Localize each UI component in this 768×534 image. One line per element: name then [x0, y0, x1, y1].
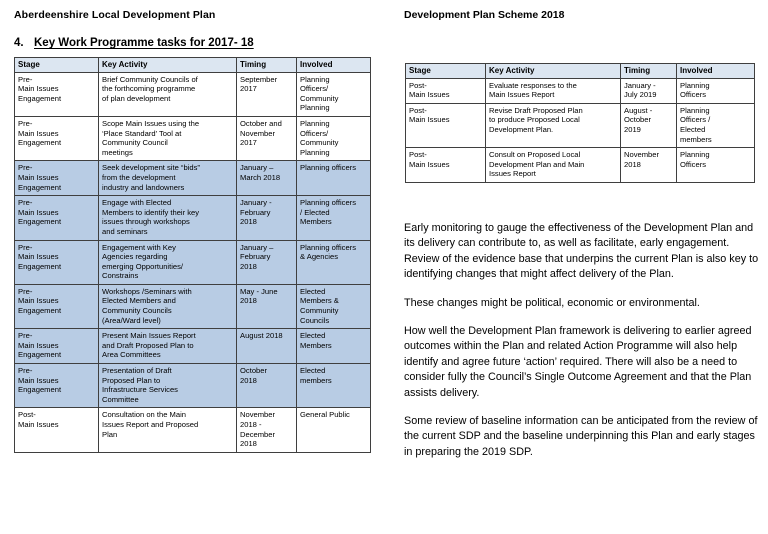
cell-stage — [15, 196, 99, 240]
table-row — [15, 161, 371, 196]
narrative-text-block — [404, 221, 760, 460]
cell-involved-line: Community — [300, 138, 339, 148]
cell-involved — [297, 284, 371, 328]
table-row — [15, 408, 371, 452]
cell-involved-line: Elected — [680, 124, 706, 134]
cell-stage-line: Post- — [409, 80, 427, 90]
cell-involved-line: / Elected — [300, 207, 330, 217]
cell-involved-line: General Public — [300, 410, 350, 420]
cell-key-activity — [486, 103, 621, 147]
cell-involved-line: Planning officers — [300, 198, 357, 208]
cell-key-activity-line: issues through workshops — [102, 217, 190, 227]
cell-involved-line: Members — [300, 340, 332, 350]
cell-involved-line: Officers — [680, 159, 707, 169]
cell-involved-line: members — [680, 134, 712, 144]
cell-key-activity-line: Present Main Issues Report — [102, 331, 196, 341]
cell-involved — [297, 72, 371, 116]
cell-stage — [15, 240, 99, 284]
narrative-paragraph-3: How well the Development Plan framework is delivering to earlier agreed outcomes within the Plan and related Action Programme will also help identify and agree future ‘action’ required. There will also be a need to consider fully the Council’s Single Outcome Agreement and that the Plan assists delivery. — [404, 324, 752, 399]
cell-timing-line: October and — [240, 118, 282, 128]
cell-key-activity-line: Issues Report and Proposed — [102, 420, 199, 429]
cell-timing-line: March 2018 — [240, 172, 281, 182]
cell-involved — [297, 196, 371, 240]
cell-timing — [621, 103, 677, 147]
cell-stage-line: Main Issues — [18, 375, 59, 385]
cell-key-activity-line: Main Issues Report — [489, 90, 555, 100]
right-table-body — [406, 78, 755, 182]
table-row — [15, 329, 371, 364]
cell-stage-line: Engagement — [18, 306, 62, 316]
cell-timing-line: September — [240, 74, 278, 84]
cell-timing-line: 2018 — [240, 439, 257, 449]
cell-timing-line: November — [624, 150, 660, 160]
cell-involved — [297, 161, 371, 196]
right-document-title: Development Plan Scheme 2018 — [404, 9, 565, 21]
cell-stage-line: Engagement — [18, 385, 62, 395]
cell-involved — [297, 408, 371, 452]
cell-involved-line: Planning — [300, 103, 330, 113]
table-header-row — [15, 58, 371, 73]
cell-timing-line: August 2018 — [240, 331, 283, 341]
cell-timing — [237, 240, 297, 284]
cell-stage-line: Main Issues — [18, 128, 59, 138]
cell-timing-line: February — [240, 207, 271, 217]
section-number: 4. — [14, 37, 24, 49]
cell-key-activity-line: Committee — [102, 394, 139, 404]
cell-involved — [677, 78, 755, 103]
cell-stage-line: Pre- — [18, 366, 33, 376]
cell-stage — [15, 161, 99, 196]
cell-timing-line: 2018 — [240, 296, 257, 306]
cell-key-activity-line: Scope Main Issues using the — [102, 118, 200, 128]
cell-timing-line: August - — [624, 105, 653, 115]
cell-timing-line: December — [240, 429, 276, 439]
cell-stage-line: Post- — [18, 410, 36, 420]
cell-involved-line: Officers/ — [300, 84, 329, 94]
cell-key-activity — [99, 72, 237, 116]
table-row — [15, 196, 371, 240]
table-header-row — [406, 64, 755, 79]
narrative-paragraph-1: Early monitoring to gauge the effectiveness of the Development Plan and its delivery can contribute to, as well as facilitate, early engagement. Review of the evidence base that underpins the current Plan is also key to identifying changes that might affect delivery of the Plan. — [404, 221, 759, 281]
cell-key-activity-line: industry and landowners — [102, 182, 185, 192]
cell-key-activity-line: and seminars — [102, 226, 148, 236]
cell-timing-line: November — [240, 410, 276, 420]
cell-stage-line: Main Issues — [18, 296, 59, 306]
cell-stage-line: Main Issues — [18, 172, 59, 182]
cell-stage — [406, 103, 486, 147]
cell-timing-line: 2018 — [240, 261, 257, 271]
table-row — [406, 78, 755, 103]
cell-involved-line: Community — [300, 306, 339, 316]
cell-key-activity-line: Community Councils — [102, 306, 172, 316]
cell-timing-line: November — [240, 128, 276, 138]
cell-timing-line: January – — [240, 242, 274, 252]
table-row — [15, 72, 371, 116]
narrative-paragraph-2: These changes might be political, economic or environmental. — [404, 296, 700, 309]
cell-key-activity-line: Revise Draft Proposed Plan — [489, 105, 583, 115]
column-header-stage: Stage — [406, 64, 486, 79]
key-work-programme-table — [14, 57, 371, 453]
cell-stage-line: Pre- — [18, 118, 33, 128]
cell-timing-line: January - — [240, 198, 272, 208]
cell-timing-line: 2019 — [624, 124, 641, 134]
cell-key-activity-line: ‘Place Standard’ Tool at — [102, 128, 182, 138]
cell-key-activity-line: Community Council — [102, 138, 168, 148]
cell-key-activity-line: Plan — [102, 429, 118, 439]
cell-stage-line: Pre- — [18, 286, 33, 296]
cell-timing-line: October — [624, 115, 652, 125]
cell-key-activity-line: Brief Community Councils of — [102, 74, 198, 84]
cell-timing-line: 2018 — [624, 159, 641, 169]
cell-timing-line: 2018 — [240, 217, 257, 227]
cell-stage — [15, 364, 99, 408]
cell-timing — [237, 72, 297, 116]
cell-timing — [621, 78, 677, 103]
cell-stage-line: Pre- — [18, 198, 33, 208]
column-header-activity: Key Activity — [99, 58, 237, 73]
cell-involved — [677, 148, 755, 183]
cell-involved — [297, 364, 371, 408]
cell-key-activity-line: Presentation of Draft — [102, 366, 172, 376]
cell-stage-line: Engagement — [18, 93, 62, 103]
section-heading — [14, 37, 370, 49]
cell-stage-line: Pre- — [18, 74, 33, 84]
cell-timing-line: July 2019 — [624, 90, 657, 100]
cell-key-activity-line: from the development — [102, 172, 176, 182]
cell-involved-line: Members — [300, 217, 332, 227]
table-row — [406, 103, 755, 147]
cell-key-activity-line: Constrains — [102, 271, 139, 281]
cell-key-activity — [99, 196, 237, 240]
cell-involved-line: Councils — [300, 315, 330, 325]
cell-involved-line: Planning — [300, 118, 330, 128]
cell-involved-line: Officers/ — [300, 128, 329, 138]
cell-key-activity-line: to produce Proposed Local — [489, 115, 580, 125]
cell-timing — [237, 364, 297, 408]
cell-stage-line: Main Issues — [409, 90, 450, 100]
cell-involved — [297, 240, 371, 284]
cell-key-activity — [99, 240, 237, 284]
cell-key-activity — [99, 284, 237, 328]
cell-involved — [297, 116, 371, 160]
table-row — [15, 116, 371, 160]
cell-timing-line: January - — [624, 80, 656, 90]
cell-key-activity-line: of plan development — [102, 93, 171, 103]
table-row — [406, 148, 755, 183]
cell-key-activity-line: Engage with Elected — [102, 198, 172, 208]
cell-involved-line: Planning — [300, 74, 330, 84]
cell-stage-line: Main Issues — [18, 340, 59, 350]
cell-stage-line: Engagement — [18, 182, 62, 192]
cell-stage-line: Engagement — [18, 217, 62, 227]
cell-involved-line: Officers / — [680, 115, 711, 125]
cell-key-activity-line: emerging Opportunities/ — [102, 261, 184, 271]
cell-involved-line: Officers — [680, 90, 707, 100]
cell-stage-line: Main Issues — [409, 115, 450, 125]
cell-stage — [406, 148, 486, 183]
table-row — [15, 240, 371, 284]
cell-key-activity-line: Elected Members and — [102, 296, 176, 306]
cell-stage-line: Engagement — [18, 350, 62, 360]
table-row — [15, 364, 371, 408]
cell-stage-line: Post- — [409, 150, 427, 160]
cell-key-activity-line: meetings — [102, 147, 133, 157]
cell-timing-line: 2017 — [240, 84, 257, 94]
cell-involved-line: Planning — [680, 150, 710, 160]
cell-stage — [15, 329, 99, 364]
cell-key-activity-line: Development Plan and Main — [489, 159, 585, 169]
column-header-activity: Key Activity — [486, 64, 621, 79]
development-plan-scheme-table — [405, 63, 755, 183]
cell-timing-line: 2018 — [240, 375, 257, 385]
cell-timing — [237, 284, 297, 328]
cell-stage-line: Pre- — [18, 242, 33, 252]
cell-timing-line: 2017 — [240, 138, 257, 148]
cell-timing-line: February — [240, 252, 271, 262]
cell-key-activity-line: Agencies regarding — [102, 252, 168, 262]
cell-involved-line: Community — [300, 93, 339, 103]
cell-stage — [15, 116, 99, 160]
cell-involved-line: Elected — [300, 331, 326, 341]
cell-key-activity — [99, 408, 237, 452]
cell-involved-line: Planning officers — [300, 163, 357, 173]
cell-key-activity-line: Development Plan. — [489, 124, 554, 134]
column-header-timing: Timing — [621, 64, 677, 79]
cell-stage-line: Main Issues — [18, 252, 59, 262]
right-column — [404, 0, 760, 460]
cell-key-activity-line: Area Committees — [102, 350, 161, 360]
cell-key-activity — [99, 116, 237, 160]
cell-timing — [621, 148, 677, 183]
cell-key-activity-line: Engagement with Key — [102, 242, 176, 252]
cell-key-activity-line: and Draft Proposed Plan to — [102, 340, 194, 350]
cell-timing — [237, 161, 297, 196]
cell-timing — [237, 329, 297, 364]
cell-stage-line: Pre- — [18, 163, 33, 173]
cell-stage-line: Main Issues — [18, 84, 59, 94]
cell-stage — [406, 78, 486, 103]
left-table-body — [15, 72, 371, 452]
cell-key-activity-line: Proposed Plan to — [102, 375, 161, 385]
cell-key-activity-line: Seek development site “bids” — [102, 163, 200, 173]
cell-stage-line: Engagement — [18, 261, 62, 271]
cell-key-activity-line: Evaluate responses to the — [489, 80, 577, 90]
cell-key-activity — [99, 161, 237, 196]
cell-involved-line: Planning — [680, 105, 710, 115]
cell-key-activity-line: Workshops /Seminars with — [102, 286, 192, 296]
cell-key-activity-line: Infrastructure Services — [102, 385, 178, 395]
cell-timing-line: October — [240, 366, 268, 376]
column-header-involved: Involved — [297, 58, 371, 73]
cell-timing-line: 2018 - — [240, 420, 262, 429]
cell-stage-line: Post- — [409, 105, 427, 115]
column-header-stage: Stage — [15, 58, 99, 73]
cell-involved-line: Elected — [300, 366, 326, 376]
cell-key-activity — [486, 78, 621, 103]
cell-involved-line: Planning — [300, 147, 330, 157]
cell-timing — [237, 116, 297, 160]
cell-involved-line: Elected — [300, 286, 326, 296]
cell-key-activity — [99, 329, 237, 364]
column-header-involved: Involved — [677, 64, 755, 79]
right-table-wrapper — [405, 63, 760, 183]
cell-stage-line: Engagement — [18, 138, 62, 148]
section-title: Key Work Programme tasks for 2017- 18 — [34, 37, 254, 49]
cell-key-activity-line: the forthcoming programme — [102, 84, 196, 94]
cell-stage-line: Main Issues — [18, 207, 59, 217]
cell-stage — [15, 408, 99, 452]
cell-involved-line: & Agencies — [300, 252, 338, 262]
cell-timing — [237, 408, 297, 452]
column-header-timing: Timing — [237, 58, 297, 73]
left-column — [14, 0, 370, 453]
cell-key-activity-line: Issues Report — [489, 169, 536, 179]
cell-involved-line: Planning officers — [300, 242, 357, 252]
cell-involved — [297, 329, 371, 364]
narrative-paragraph-4: Some review of baseline information can be anticipated from the review of the current SDP and the baseline underpinning this Plan and early stages in preparing the 2019 SDP. — [404, 415, 758, 458]
table-row — [15, 284, 371, 328]
cell-stage-line: Main Issues — [409, 159, 450, 169]
cell-timing — [237, 196, 297, 240]
cell-key-activity-line: Consult on Proposed Local — [489, 150, 581, 160]
cell-involved-line: Members & — [300, 296, 339, 306]
cell-stage — [15, 72, 99, 116]
left-document-title: Aberdeenshire Local Development Plan — [14, 9, 216, 21]
cell-timing-line: May - June — [240, 286, 278, 296]
cell-timing-line: January – — [240, 163, 274, 173]
cell-involved — [677, 103, 755, 147]
cell-stage — [15, 284, 99, 328]
cell-key-activity-line: Consultation on the Main — [102, 410, 187, 420]
cell-key-activity — [486, 148, 621, 183]
cell-involved-line: Planning — [680, 80, 710, 90]
cell-key-activity-line: (Area/Ward level) — [102, 315, 161, 325]
cell-stage-line: Main Issues — [18, 420, 59, 429]
cell-involved-line: members — [300, 375, 332, 385]
cell-stage-line: Pre- — [18, 331, 33, 341]
cell-key-activity-line: Members to identify their key — [102, 207, 200, 217]
cell-key-activity — [99, 364, 237, 408]
